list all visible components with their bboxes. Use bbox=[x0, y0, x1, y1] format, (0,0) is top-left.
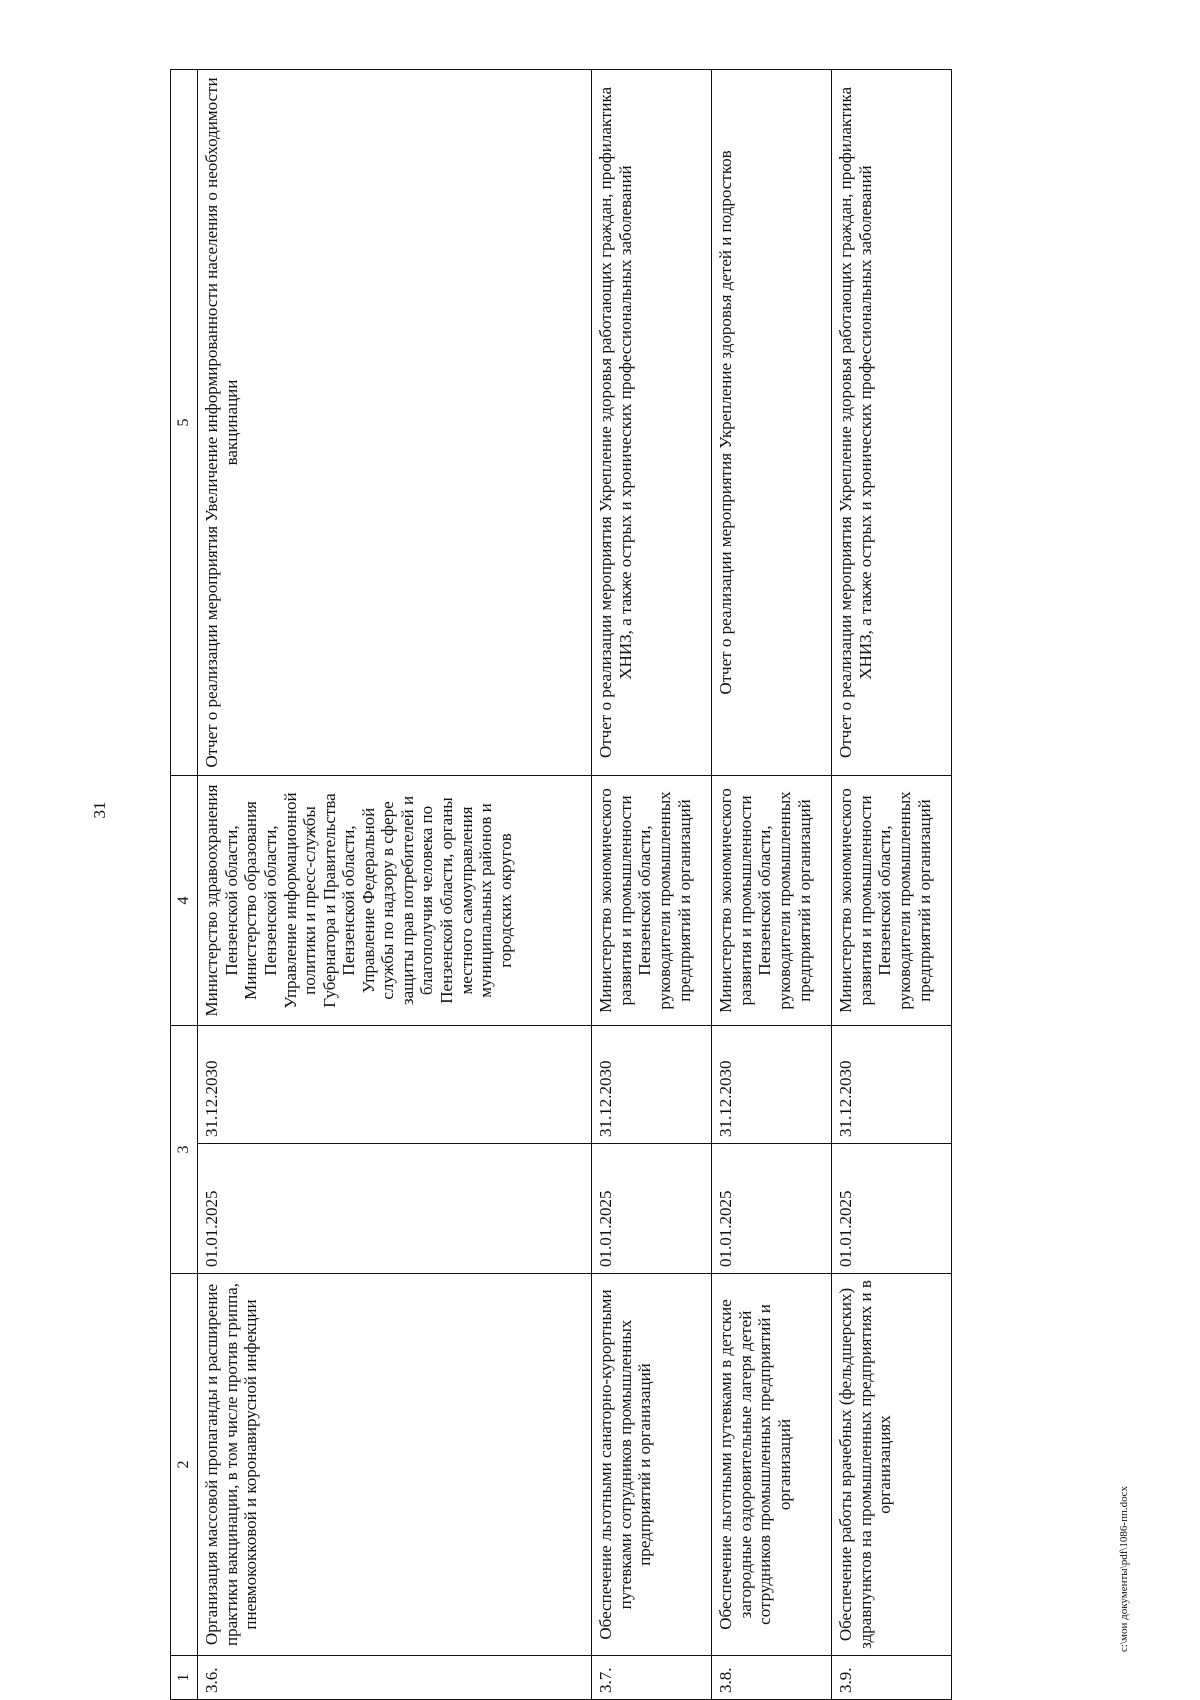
table-row bbox=[712, 70, 832, 1700]
start-date-cell: 01.01.2025 bbox=[592, 1144, 712, 1274]
page-number: 31 bbox=[90, 801, 109, 819]
row-number: 3.8. bbox=[712, 1656, 832, 1700]
start-date-cell: 01.01.2025 bbox=[832, 1144, 952, 1274]
table-row bbox=[592, 70, 712, 1700]
activity-cell: Обеспечение льготными санаторно-курортными путевками сотрудников промышленных предприятий и организаций bbox=[592, 1274, 712, 1656]
column-header-4: 4 bbox=[171, 776, 198, 1026]
column-header-2: 2 bbox=[171, 1274, 198, 1656]
activity-cell: Обеспечение работы врачебных (фельдшерских) здравпунктов на промышленных предприятиях и в организациях bbox=[832, 1274, 952, 1656]
column-header-1: 1 bbox=[171, 1656, 198, 1700]
result-cell: Отчет о реализации мероприятия Увеличение информированности населения о необходимости вакцинации bbox=[198, 70, 592, 776]
file-path-footer: c:\мои документы\pdf\1086-пп.docx bbox=[1118, 1485, 1130, 1652]
end-date-cell: 31.12.2030 bbox=[198, 1026, 592, 1144]
executors-cell: Министерство экономического развития и промышленности Пензенской области, руководители промышленных предприятий и организаций bbox=[832, 776, 952, 1026]
end-date-cell: 31.12.2030 bbox=[592, 1026, 712, 1144]
row-number: 3.9. bbox=[832, 1656, 952, 1700]
column-header-5: 5 bbox=[171, 70, 198, 776]
activity-cell: Организация массовой пропаганды и расширение практики вакцинации, в том числе против гриппа, пневмококковой и коронавирусной инфекции bbox=[198, 1274, 592, 1656]
result-cell: Отчет о реализации мероприятия Укрепление здоровья детей и подростков bbox=[712, 70, 832, 776]
end-date-cell: 31.12.2030 bbox=[832, 1026, 952, 1144]
result-cell: Отчет о реализации мероприятия Укрепление здоровья работающих граждан, профилактика ХНИЗ, а также острых и хронических профессиональных заболеваний bbox=[832, 70, 952, 776]
executors-cell: Министерство экономического развития и промышленности Пензенской области, руководители промышленных предприятий и организаций bbox=[592, 776, 712, 1026]
activities-table bbox=[170, 69, 952, 1700]
table-row bbox=[832, 70, 952, 1700]
start-date-cell: 01.01.2025 bbox=[712, 1144, 832, 1274]
row-number: 3.7. bbox=[592, 1656, 712, 1700]
activity-cell: Обеспечение льготными путевками в детские загородные оздоровительные лагеря детей сотрудников промышленных предприятий и организаций bbox=[712, 1274, 832, 1656]
executors-cell: Министерство экономического развития и промышленности Пензенской области, руководители промышленных предприятий и организаций bbox=[712, 776, 832, 1026]
result-cell: Отчет о реализации мероприятия Укрепление здоровья работающих граждан, профилактика ХНИЗ, а также острых и хронических профессиональных заболеваний bbox=[592, 70, 712, 776]
rotated-table-sheet bbox=[170, 70, 1028, 1700]
column-header-3: 3 bbox=[171, 1026, 198, 1274]
table-header-row bbox=[171, 70, 198, 1700]
end-date-cell: 31.12.2030 bbox=[712, 1026, 832, 1144]
row-number: 3.6. bbox=[198, 1656, 592, 1700]
table-row bbox=[198, 70, 592, 1700]
executors-cell: Министерство здравоохранения Пензенской области, Министерство образования Пензенской области, Управление информационной политики и пресс-службы Губернатора и Правительства Пензенской области, Управление Федеральной службы по надзору в сфере защиты прав потребителей и благополучия человека по Пензенской области, органы местного самоуправления муниципальных районов и городских округов bbox=[198, 776, 592, 1026]
start-date-cell: 01.01.2025 bbox=[198, 1144, 592, 1274]
